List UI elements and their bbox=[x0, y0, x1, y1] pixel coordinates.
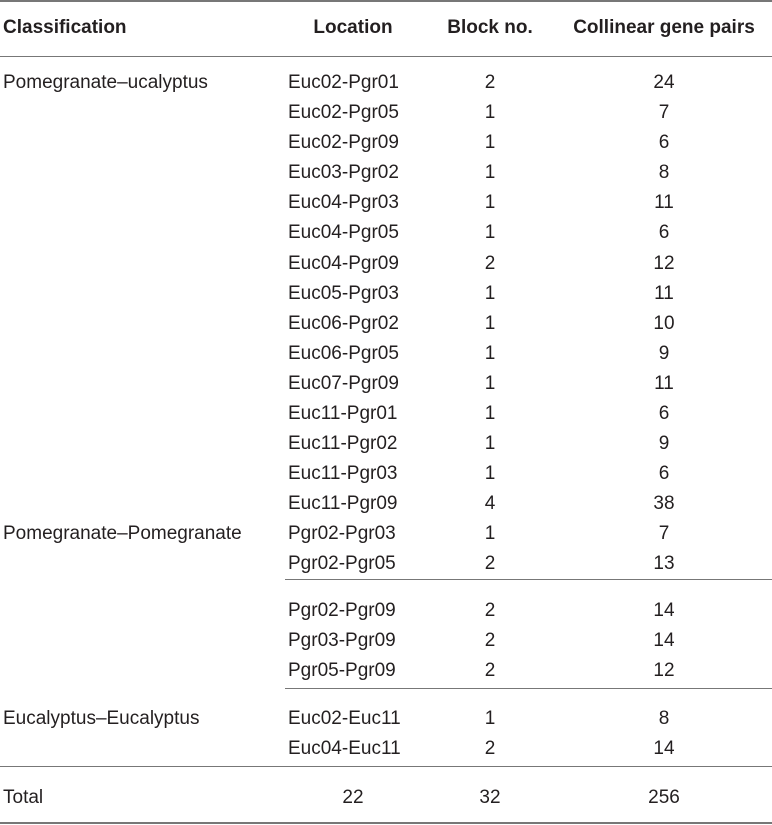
block-no-cell: 2 bbox=[484, 72, 496, 93]
classification-label: Pomegranate–ucalyptus bbox=[3, 72, 208, 93]
gene-pairs-cell: 14 bbox=[653, 630, 675, 651]
header-rule bbox=[0, 56, 772, 57]
gene-pairs-cell: 12 bbox=[653, 253, 675, 274]
location-cell: Pgr03-Pgr09 bbox=[288, 630, 396, 651]
location-cell: Euc05-Pgr03 bbox=[288, 283, 399, 304]
header-collinear-gene-pairs: Collinear gene pairs bbox=[573, 17, 755, 38]
block-no-cell: 1 bbox=[484, 463, 496, 484]
block-no-cell: 2 bbox=[484, 600, 496, 621]
location-cell: Euc02-Pgr05 bbox=[288, 102, 399, 123]
location-cell: Pgr05-Pgr09 bbox=[288, 660, 396, 681]
location-cell: Euc06-Pgr02 bbox=[288, 313, 399, 334]
header-location: Location bbox=[313, 17, 393, 38]
gene-pairs-cell: 24 bbox=[653, 72, 675, 93]
gene-pairs-cell: 7 bbox=[658, 523, 670, 544]
location-cell: Euc02-Euc11 bbox=[288, 708, 401, 729]
block-no-cell: 4 bbox=[484, 493, 496, 514]
gene-pairs-cell: 8 bbox=[658, 708, 670, 729]
gene-pairs-cell: 14 bbox=[653, 600, 675, 621]
block-no-cell: 2 bbox=[484, 660, 496, 681]
location-cell: Pgr02-Pgr09 bbox=[288, 600, 396, 621]
block-no-cell: 2 bbox=[484, 738, 496, 759]
block-no-cell: 1 bbox=[484, 523, 496, 544]
total-location-cell: 22 bbox=[342, 787, 364, 808]
header-classification: Classification bbox=[3, 17, 127, 38]
gene-pairs-cell: 7 bbox=[658, 102, 670, 123]
location-cell: Euc11-Pgr03 bbox=[288, 463, 398, 484]
block-no-cell: 1 bbox=[484, 343, 496, 364]
block-no-cell: 1 bbox=[484, 283, 496, 304]
location-cell: Euc02-Pgr09 bbox=[288, 132, 399, 153]
block-no-cell: 1 bbox=[484, 132, 496, 153]
total-rule bbox=[0, 766, 772, 767]
total-label: Total bbox=[3, 787, 44, 808]
location-cell: Euc11-Pgr01 bbox=[288, 403, 398, 424]
bottom-rule bbox=[0, 822, 772, 824]
gene-pairs-cell: 13 bbox=[653, 553, 675, 574]
gene-pairs-cell: 11 bbox=[654, 192, 674, 213]
gene-pairs-cell: 9 bbox=[658, 433, 670, 454]
gene-pairs-cell: 38 bbox=[653, 493, 675, 514]
block-no-cell: 1 bbox=[484, 403, 496, 424]
gene-pairs-cell: 6 bbox=[658, 463, 670, 484]
gene-pairs-cell: 6 bbox=[658, 222, 670, 243]
gene-pairs-cell: 6 bbox=[658, 132, 670, 153]
total-block-no-cell: 32 bbox=[479, 787, 501, 808]
location-cell: Euc04-Euc11 bbox=[288, 738, 401, 759]
header-block-no: Block no. bbox=[447, 17, 533, 38]
location-cell: Euc02-Pgr01 bbox=[288, 72, 399, 93]
location-cell: Euc11-Pgr02 bbox=[288, 433, 398, 454]
block-no-cell: 1 bbox=[484, 102, 496, 123]
block-no-cell: 2 bbox=[484, 553, 496, 574]
classification-label: Pomegranate–Pomegranate bbox=[3, 523, 242, 544]
location-cell: Euc11-Pgr09 bbox=[288, 493, 398, 514]
location-cell: Pgr02-Pgr03 bbox=[288, 523, 396, 544]
location-cell: Euc03-Pgr02 bbox=[288, 162, 399, 183]
block-no-cell: 1 bbox=[484, 313, 496, 334]
gene-pairs-cell: 11 bbox=[654, 373, 674, 394]
block-no-cell: 2 bbox=[484, 253, 496, 274]
classification-label: Eucalyptus–Eucalyptus bbox=[3, 708, 200, 729]
top-rule bbox=[0, 0, 772, 2]
gene-pairs-cell: 14 bbox=[653, 738, 675, 759]
location-cell: Euc04-Pgr09 bbox=[288, 253, 399, 274]
block-no-cell: 2 bbox=[484, 630, 496, 651]
block-no-cell: 1 bbox=[484, 433, 496, 454]
gene-pairs-cell: 8 bbox=[658, 162, 670, 183]
subgroup-rule bbox=[285, 688, 772, 689]
location-cell: Euc06-Pgr05 bbox=[288, 343, 399, 364]
location-cell: Euc04-Pgr03 bbox=[288, 192, 399, 213]
gene-pairs-cell: 11 bbox=[654, 283, 674, 304]
block-no-cell: 1 bbox=[484, 708, 496, 729]
gene-pairs-cell: 10 bbox=[653, 313, 675, 334]
location-cell: Euc07-Pgr09 bbox=[288, 373, 399, 394]
location-cell: Euc04-Pgr05 bbox=[288, 222, 399, 243]
block-no-cell: 1 bbox=[484, 162, 496, 183]
subgroup-rule bbox=[285, 579, 772, 580]
gene-pairs-cell: 6 bbox=[658, 403, 670, 424]
gene-pairs-cell: 9 bbox=[658, 343, 670, 364]
location-cell: Pgr02-Pgr05 bbox=[288, 553, 396, 574]
total-gene-pairs-cell: 256 bbox=[648, 787, 680, 808]
gene-pairs-cell: 12 bbox=[653, 660, 675, 681]
block-no-cell: 1 bbox=[484, 373, 496, 394]
block-no-cell: 1 bbox=[484, 222, 496, 243]
block-no-cell: 1 bbox=[484, 192, 496, 213]
